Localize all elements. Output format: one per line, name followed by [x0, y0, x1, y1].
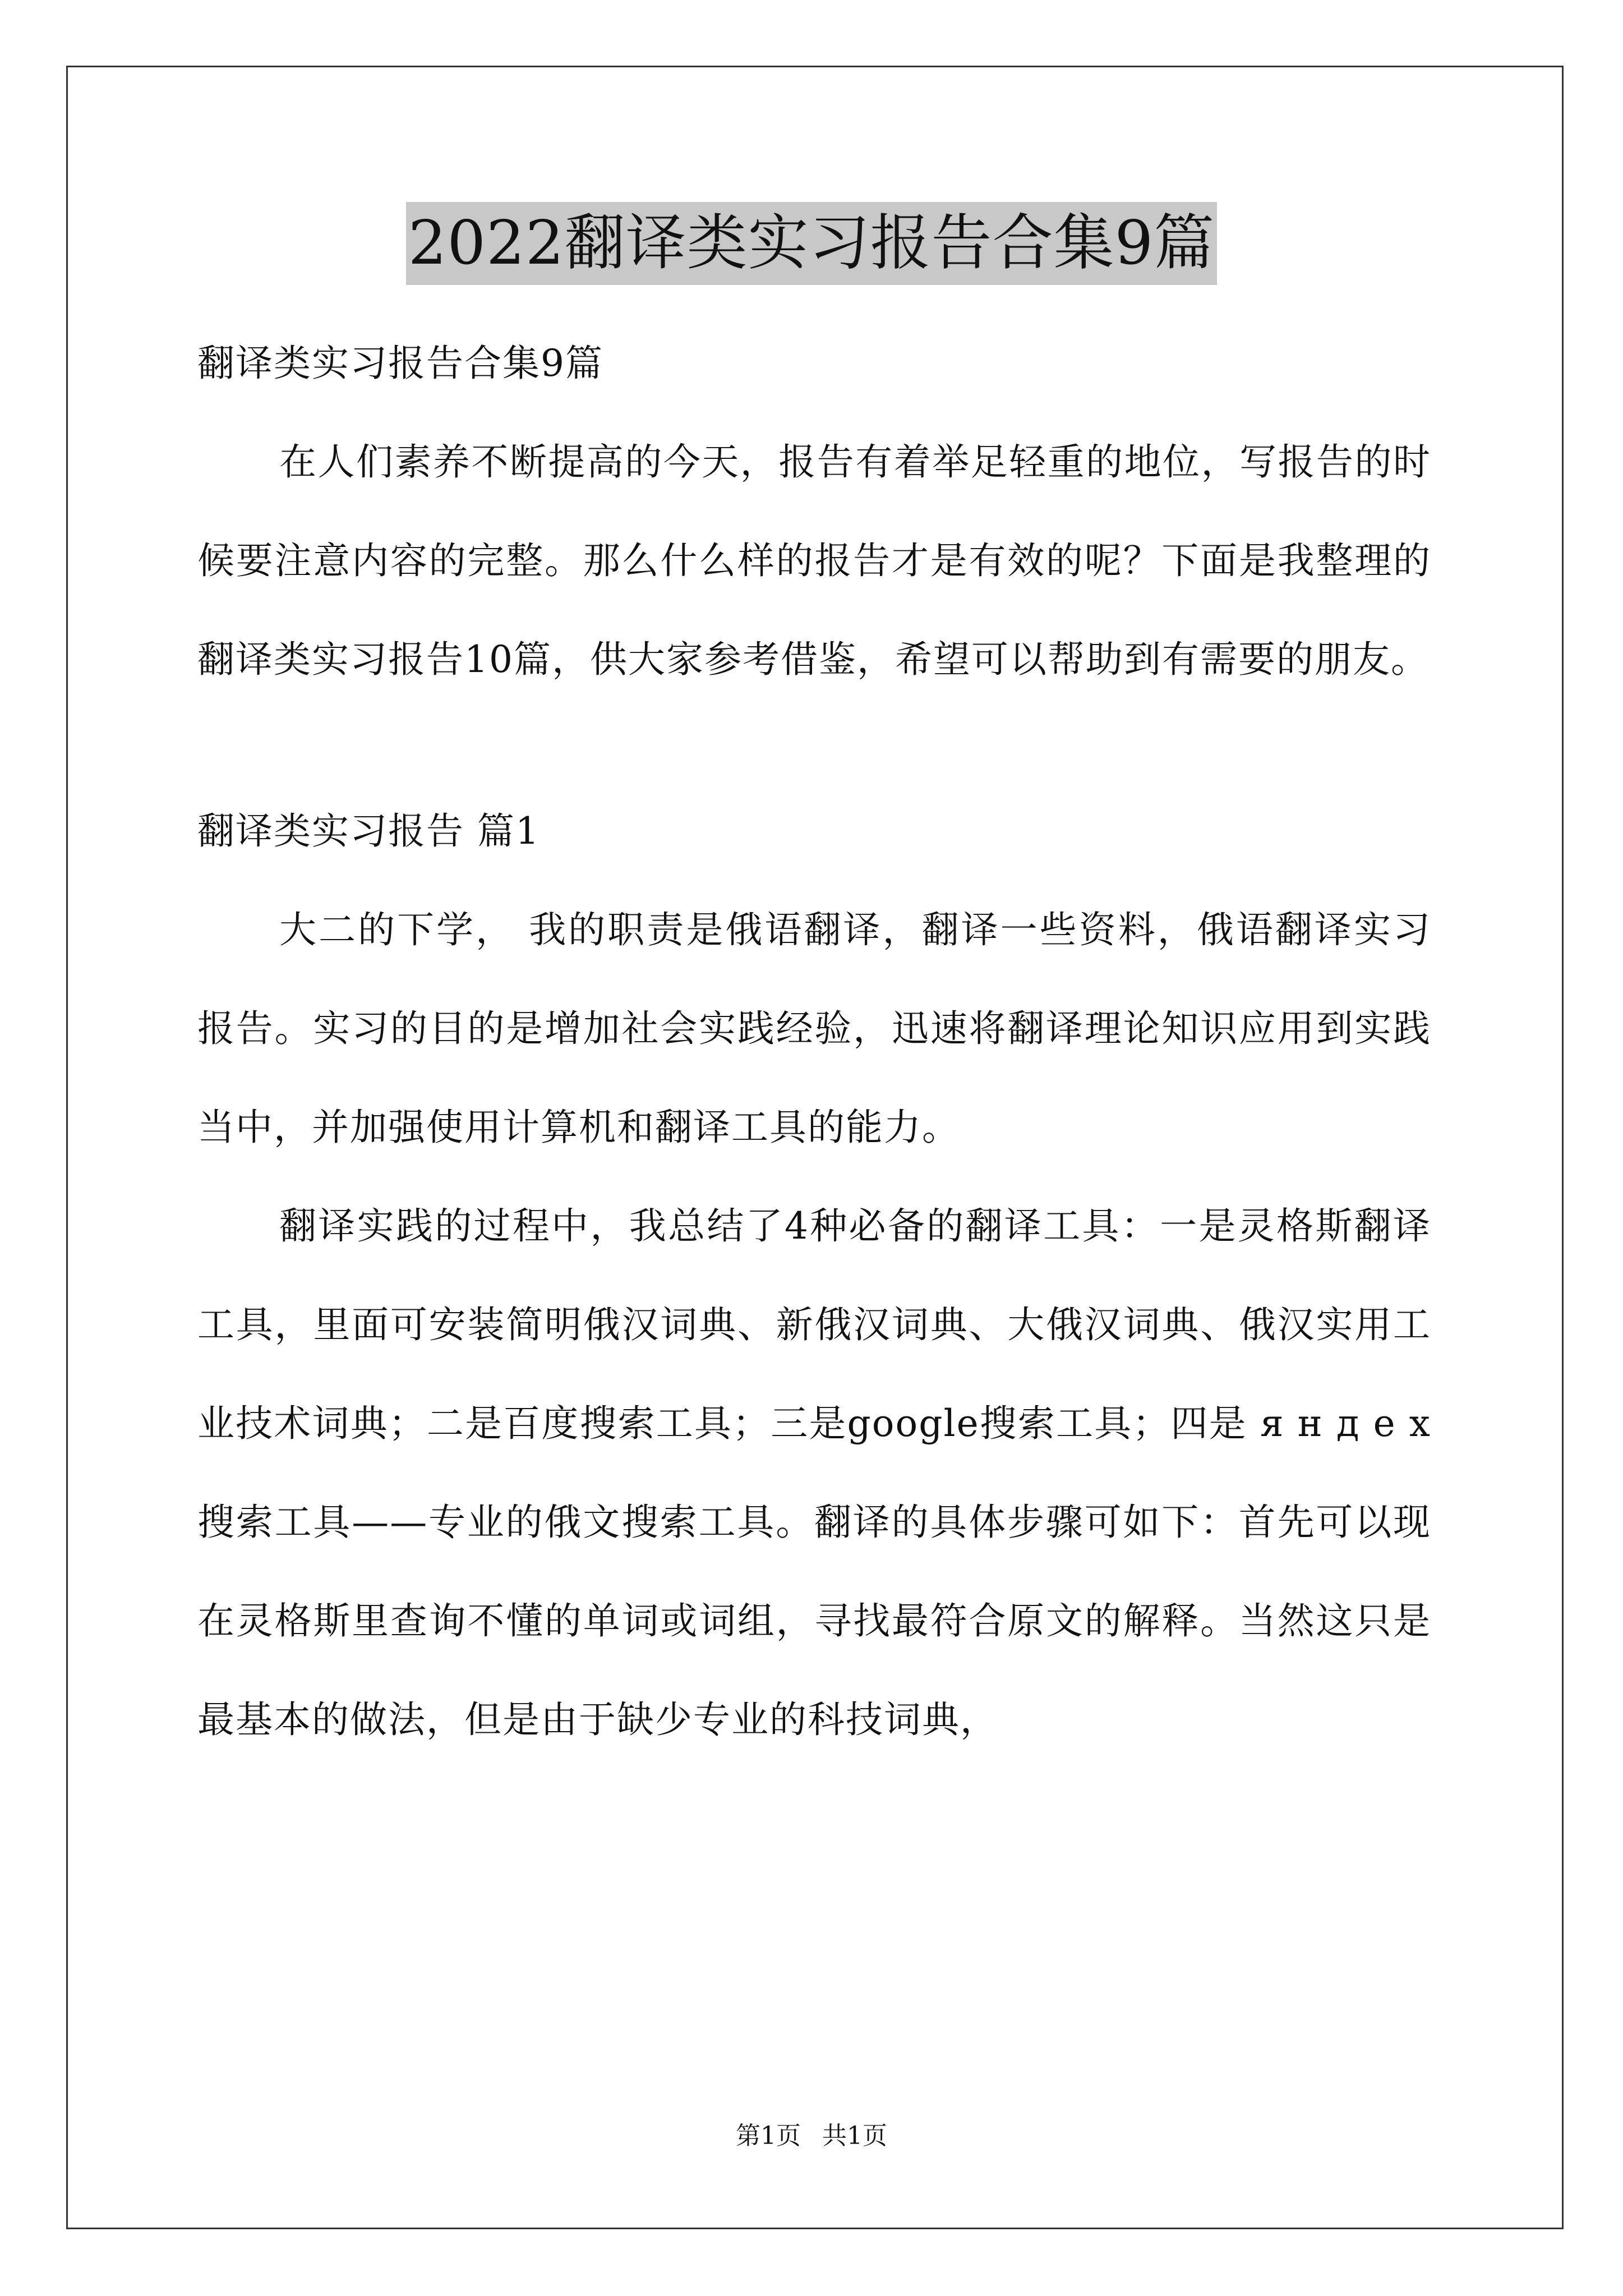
document-subtitle: 翻译类实习报告合集9篇	[197, 342, 603, 385]
page-footer: 第1页 共1页	[736, 2122, 887, 2150]
body-paragraph: 翻译实践的过程中，我总结了4种必备的翻译工具：一是灵格斯翻译工具，里面可安装简明俄汉词典、新俄汉词典、大俄汉词典、俄汉实用工业技术词典；二是百度搜索工具；三是google搜索工具；四是 я н д е х 搜索工具——专业的俄文搜索工具。翻译的具体步骤可如下：首先可以现在灵格斯里查询不懂的单词或词组，寻找最符合原文的解释。当然这只是最基本的做法，但是由于缺少专业的科技词典，	[197, 1204, 1431, 1741]
intro-paragraph: 在人们素养不断提高的今天，报告有着举足轻重的地位，写报告的时候要注意内容的完整。那么什么样的报告才是有效的呢？下面是我整理的翻译类实习报告10篇，供大家参考借鉴，希望可以帮助到有需要的朋友。	[197, 440, 1431, 681]
title-container	[0, 202, 1623, 285]
document-title: 2022翻译类实习报告合集9篇	[406, 202, 1218, 285]
document-body	[197, 314, 1431, 1769]
section-heading: 翻译类实习报告 篇1	[197, 809, 540, 853]
section-spacer	[197, 709, 1431, 782]
body-paragraph: 大二的下学， 我的职责是俄语翻译，翻译一些资料，俄语翻译实习报告。实习的目的是增加社会实践经验，迅速将翻译理论知识应用到实践当中，并加强使用计算机和翻译工具的能力。	[197, 908, 1431, 1149]
